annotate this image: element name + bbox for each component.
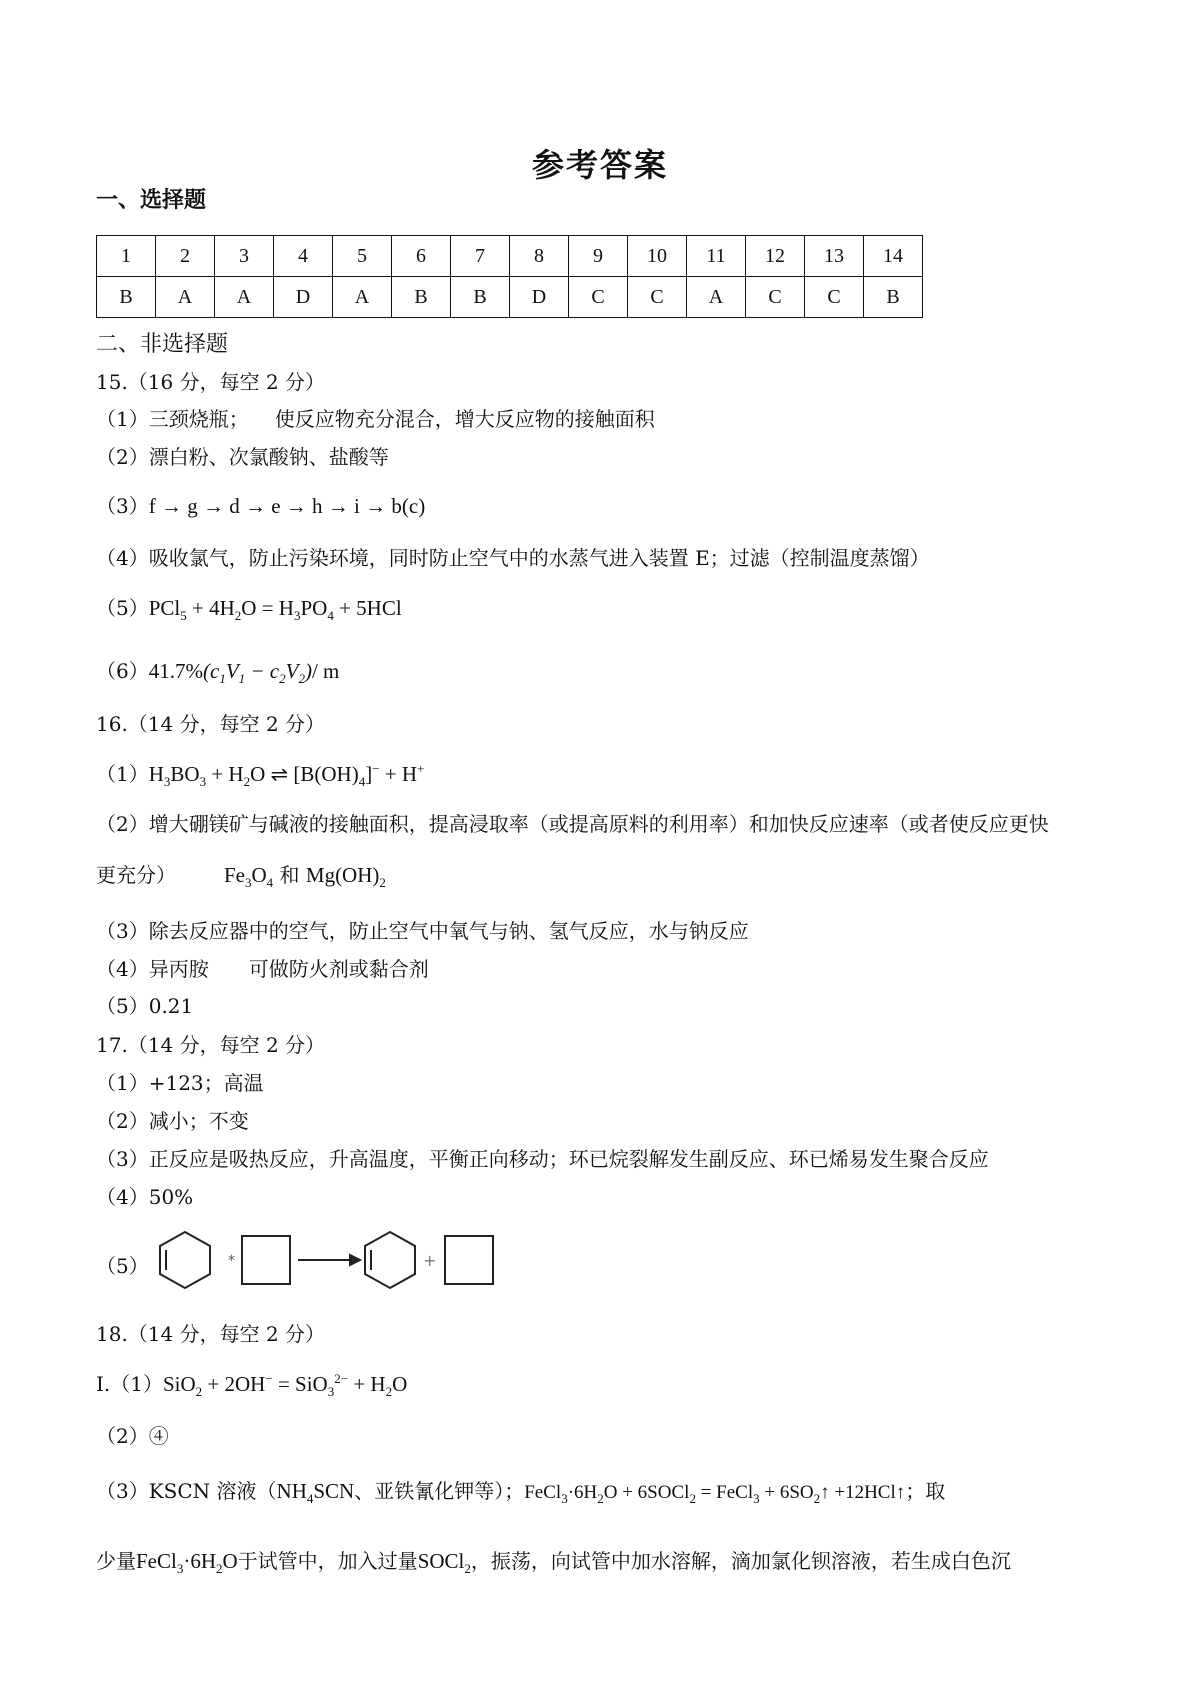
q16-2b-formula-1: $Fe_3O_4$: [224, 863, 274, 891]
answer-cell: B: [392, 277, 451, 318]
q18-3a: （3）KSCN 溶液（: [96, 1479, 277, 1503]
q18-3b: 、亚铁氰化钾等）；: [354, 1479, 525, 1503]
q15-answer-3: [96, 490, 425, 519]
q15-1b: 使反应物充分混合，增大反应物的接触面积: [274, 407, 655, 431]
answer-cell: A: [156, 277, 215, 318]
q16-answer-3: （3）除去反应器中的空气，防止空气中氧气与钠、氢气反应，水与钠反应: [96, 919, 749, 943]
q18-4a: 少量: [96, 1549, 136, 1573]
question-number: 9: [569, 236, 628, 277]
q16-1-prefix: （1）: [96, 762, 149, 786]
section-free-response: 二、非选择题: [96, 332, 229, 357]
q15-answer-2: （2）漂白粉、次氯酸钠、盐酸等: [96, 445, 389, 469]
blank-box-icon: [445, 1236, 493, 1284]
q15-3-prefix: （3）: [96, 494, 149, 518]
q15-answer-4: （4）吸收氯气，防止污染环境，同时防止空气中的水蒸气进入装置 E；过滤（控制温度蒸馏）: [96, 546, 930, 570]
q16-2b-formula-2: $Mg(OH)_2$: [305, 863, 386, 891]
q15-answer-5: [96, 592, 402, 624]
q15-5-prefix: （5）: [96, 596, 149, 620]
q17-reaction-diagram: [150, 1228, 510, 1302]
answer-cell: D: [510, 277, 569, 318]
q15-3-sequence: f → g → d → e → h → i → b(c): [148, 494, 426, 518]
q17-answer-4: （4）50%: [96, 1185, 194, 1209]
answer-cell: C: [746, 277, 805, 318]
table-row-numbers: [97, 236, 923, 277]
answer-cell: C: [569, 277, 628, 318]
q18-4-formula-2: SOCl$_2$: [417, 1549, 471, 1577]
question-number: 6: [392, 236, 451, 277]
q15-6-denominator: / m: [311, 659, 340, 683]
q16-heading: 16.（14 分，每空 2 分）: [96, 712, 326, 736]
page-title: 参考答案: [531, 146, 668, 184]
section-multiple-choice: 一、选择题: [96, 188, 207, 213]
q17-answer-1: （1）+123；高温: [96, 1071, 264, 1095]
answer-cell: A: [333, 277, 392, 318]
answer-cell: B: [451, 277, 510, 318]
q16-1-equation: $H_3BO_3 + H_2O$ ⇌ $[B(OH)_4]^- + H^+$: [148, 761, 425, 790]
table-row-answers: [97, 277, 923, 318]
question-number: 14: [864, 236, 923, 277]
q16-answer-1: [96, 758, 424, 790]
q18-answer-2: （2）④: [96, 1424, 169, 1448]
q16-2b-text: 更充分）: [96, 863, 176, 887]
question-number: 3: [215, 236, 274, 277]
q15-6-prefix: （6）: [96, 659, 149, 683]
q18-3-equation: $FeCl_3\cdot 6H_2O$ + 6SOCl$_2$ = FeCl$_3$ + $6SO_2↑$ +12HCl↑: [524, 1482, 906, 1506]
question-number: 5: [333, 236, 392, 277]
question-number: 12: [746, 236, 805, 277]
q15-1a: （1）三颈烧瓶；: [96, 407, 249, 431]
q17-answer-5-prefix: （5）: [96, 1254, 149, 1278]
answer-cell: C: [805, 277, 864, 318]
q16-answer-5: （5）0.21: [96, 994, 194, 1018]
q18-answer-3: [96, 1475, 945, 1507]
q18-1-prefix: Ⅰ.（1）: [96, 1372, 163, 1396]
question-number: 11: [687, 236, 746, 277]
answer-cell: A: [215, 277, 274, 318]
q18-3-nh4scn: $NH_4SCN$: [276, 1479, 355, 1507]
q16-4a: （4）异丙胺: [96, 957, 209, 981]
question-number: 8: [510, 236, 569, 277]
answer-cell: A: [687, 277, 746, 318]
q15-heading: 15.（16 分，每空 2 分）: [96, 370, 326, 394]
q17-heading: 17.（14 分，每空 2 分）: [96, 1033, 326, 1057]
q15-5-equation: $PCl_5 + 4H_2O = H_3PO_4 + 5HCl$: [148, 596, 402, 624]
q15-6-expression: $(c_1V_1 - c_2V_2)$: [202, 659, 312, 687]
question-number: 4: [274, 236, 333, 277]
question-number: 2: [156, 236, 215, 277]
q18-answer-4: [96, 1545, 1011, 1577]
q18-heading: 18.（14 分，每空 2 分）: [96, 1322, 326, 1346]
answer-table: [96, 235, 923, 318]
q15-6-percent: 41.7%: [148, 659, 203, 683]
question-number: 13: [805, 236, 864, 277]
q16-2b-and: 和: [279, 863, 300, 887]
cyclohexene-icon: [160, 1232, 210, 1288]
q17-answer-3: （3）正反应是吸热反应，升高温度，平衡正向移动；环已烷裂解发生副反应、环已烯易发生聚合反应: [96, 1147, 989, 1171]
q15-answer-1: [96, 403, 655, 432]
q18-4b: 于试管中，加入过量: [237, 1549, 418, 1573]
plus-sign: *: [228, 1253, 235, 1269]
blank-box-icon: [242, 1236, 290, 1284]
q18-3c: ；取: [905, 1479, 946, 1503]
answer-cell: C: [628, 277, 687, 318]
cyclohexene-icon: [365, 1232, 415, 1288]
q18-1-equation: $SiO_2 + 2OH^- = SiO_3^{2-} + H_2O$: [162, 1371, 408, 1400]
q18-answer-1: [96, 1368, 407, 1400]
q15-answer-6: [96, 655, 339, 687]
plus-sign: +: [423, 1251, 437, 1270]
q16-answer-2b: [96, 859, 386, 891]
q16-answer-2a: （2）增大硼镁矿与碱液的接触面积，提高浸取率（或提高原料的利用率）和加快反应速率（或者使反应更快: [96, 812, 1049, 836]
answer-cell: D: [274, 277, 333, 318]
q16-answer-4: [96, 953, 429, 982]
question-number: 1: [97, 236, 156, 277]
question-number: 10: [628, 236, 687, 277]
q18-4-formula-1: $FeCl_3\cdot 6H_2O$: [136, 1549, 238, 1577]
q16-4b: 可做防火剂或黏合剂: [248, 957, 429, 981]
q18-4c: ，振荡，向试管中加水溶解，滴加氯化钡溶液，若生成白色沉: [470, 1549, 1011, 1573]
q17-answer-2: （2）减小；不变: [96, 1109, 249, 1133]
question-number: 7: [451, 236, 510, 277]
answer-cell: B: [97, 277, 156, 318]
answer-cell: B: [864, 277, 923, 318]
reaction-svg: [150, 1228, 510, 1298]
